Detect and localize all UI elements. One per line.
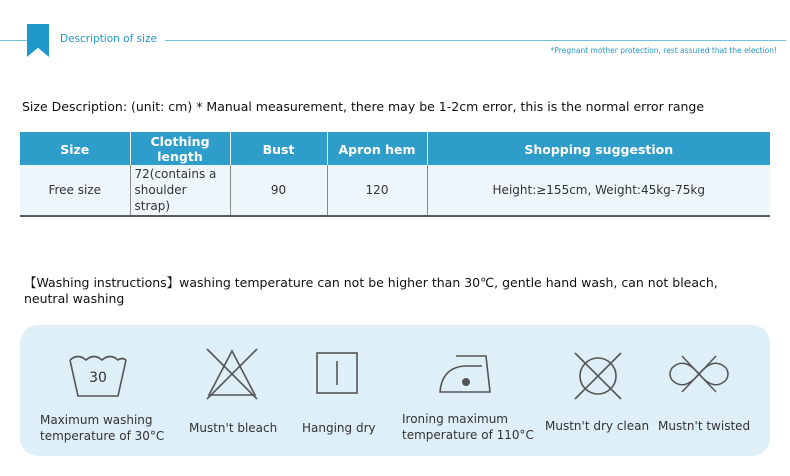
- cell-apron-hem: 120: [327, 165, 427, 216]
- wash-temperature-text: 30: [89, 370, 107, 386]
- no-dry-clean-icon: [572, 350, 624, 402]
- cell-size: Free size: [20, 165, 130, 216]
- iron-icon: [436, 350, 496, 396]
- column-header-size: Size: [20, 133, 130, 166]
- bookmark-icon: [27, 24, 49, 57]
- washing-instructions-title: 【Washing instructions】washing temperature can not be higher than 30℃, gentle hand wash, can not bleach, neutral washing: [24, 275, 718, 306]
- column-header-bust: Bust: [230, 133, 327, 166]
- header-note: *Pregnant mother protection, rest assured that the election!: [550, 46, 777, 55]
- caption-no-bleach: Mustn't bleach: [189, 421, 278, 435]
- column-header-clothing-length: Clothing length: [130, 133, 230, 166]
- caption-hang-dry: Hanging dry: [302, 421, 376, 435]
- size-table: [20, 132, 770, 217]
- section-title: Description of size: [60, 33, 157, 45]
- hang-dry-icon: [316, 352, 360, 396]
- cell-shopping-suggestion: Height:≥155cm, Weight:45kg-75kg: [427, 165, 770, 216]
- caption-no-wring: Mustn't twisted: [658, 419, 751, 433]
- header-left-rule: [0, 40, 27, 41]
- column-header-apron-hem: Apron hem: [327, 133, 427, 166]
- cell-bust: 90: [230, 165, 327, 216]
- size-table-header-row: [20, 133, 770, 166]
- column-header-shopping-suggestion: Shopping suggestion: [427, 133, 770, 166]
- cell-clothing-length: 72(contains a shoulder strap): [130, 165, 230, 216]
- wash-tub-30-icon: [66, 350, 130, 400]
- caption-no-dry-clean: Mustn't dry clean: [545, 419, 650, 433]
- header-rule: [165, 40, 786, 41]
- table-row: [20, 165, 770, 216]
- no-wring-icon: [668, 352, 730, 396]
- size-description: Size Description: (unit: cm) * Manual measurement, there may be 1-2cm error, this is the normal error range: [22, 99, 705, 114]
- caption-max-wash: Maximum washing temperature of 30°C: [40, 413, 165, 443]
- caption-ironing: Ironing maximum temperature of 110°C: [402, 412, 534, 442]
- no-bleach-icon: [205, 347, 259, 401]
